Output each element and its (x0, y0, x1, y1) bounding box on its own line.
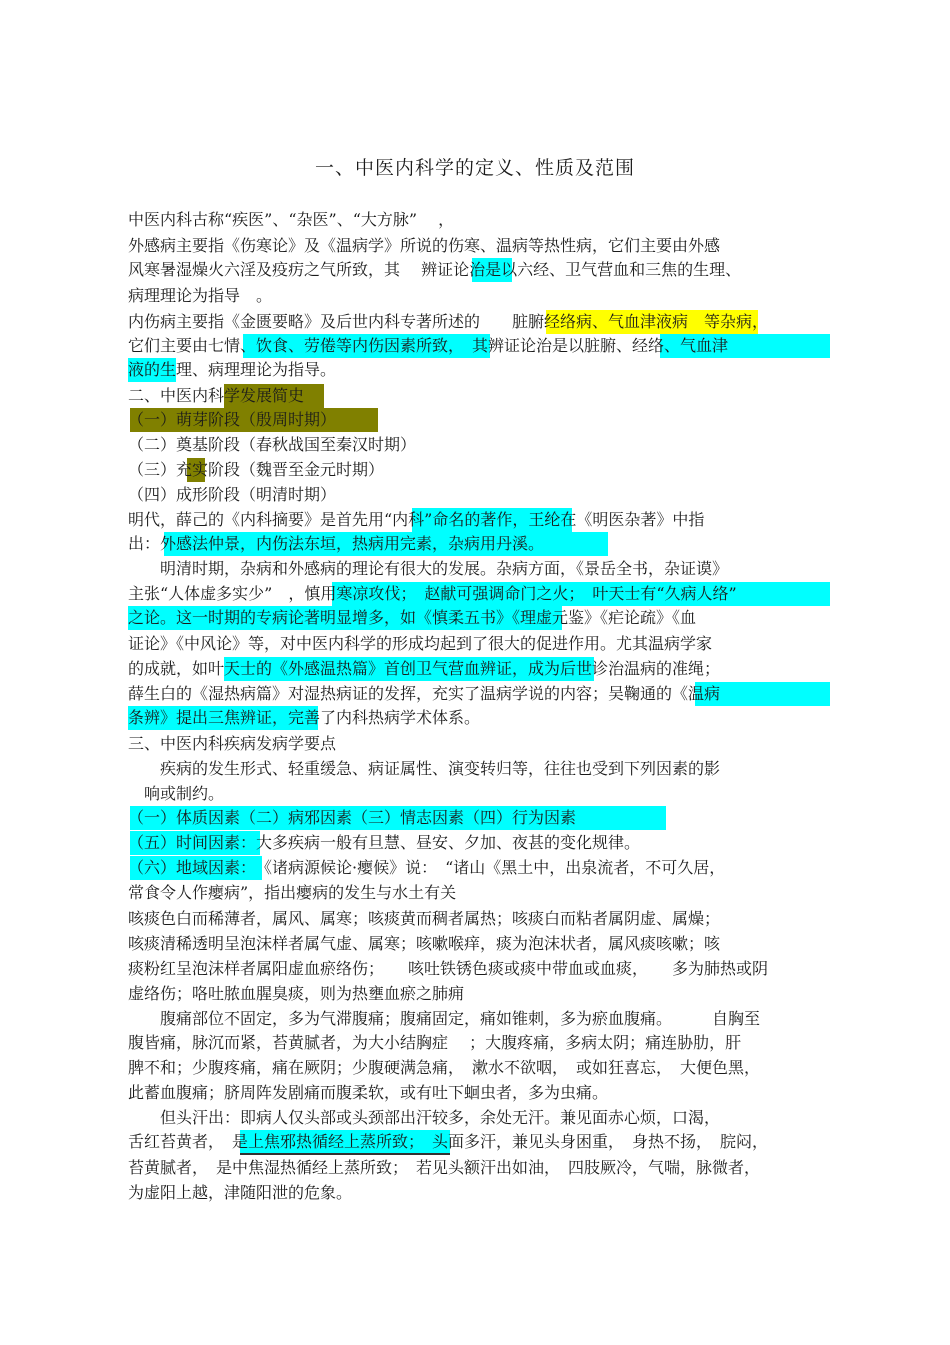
text-line: 外感病主要指《伤寒论》及《温病学》所说的伤寒、温病等热性病，它们主要由外感 (128, 236, 721, 255)
text-line: 出：外感法仲景，内伤法东垣，热病用完素，杂病用丹溪。 (128, 534, 545, 553)
text-line: （二）奠基阶段（春秋战国至秦汉时期） (128, 435, 417, 454)
text-line: 疾病的发生形式、轻重缓急、病证属性、演变转归等，往往也受到下列因素的影 (128, 759, 721, 778)
text-line: 它们主要由七情、饮食、劳倦等内伤因素所致， 其辨证论治是以脏腑、经络、气血津 (128, 336, 729, 355)
text-line: （四）成形阶段（明清时期） (128, 485, 337, 504)
text-line: 主张“人体虚多实少” ，慎用寒凉攻伐； 赵献可强调命门之火； 叶天士有“久病人络” (128, 584, 737, 603)
text-line: 内伤病主要指《金匮要略》及后世内科专著所述的 脏腑经络病、气血津液病 等杂病， (128, 312, 769, 331)
text-line: （三）充实阶段（魏晋至金元时期） (128, 460, 385, 479)
text-line: 的成就，如叶天士的《外感温热篇》首创卫气营血辨证，成为后世诊治温病的准绳； (128, 659, 721, 678)
text-line: 痰粉红呈泡沫样者属阳虚血瘀络伤； 咳吐铁锈色痰或痰中带血或血痰， 多为肺热或阴 (128, 959, 769, 978)
text-line: 响或制约。 (128, 784, 225, 803)
text-line: 风寒暑湿燥火六淫及疫疠之气所致，其 辨证论治是以六经、卫气营血和三焦的生理、 (128, 260, 742, 279)
text-line: 条辨》提出三焦辨证，完善了内科热病学术体系。 (128, 708, 481, 727)
text-line: 之论。这一时期的专病论著明显增多，如《慎柔五书》《理虚元鉴》《疟论疏》《血 (128, 608, 697, 627)
text-line: （六）地域因素： 《诸病源候论·瘿候》说： “诸山《黑土中，出泉流者，不可久居， (128, 858, 726, 877)
text-line: 病理理论为指导 。 (128, 286, 273, 305)
text-line: 但头汗出：即病人仅头部或头颈部出汗较多，余处无汗。兼见面赤心烦，口渴， (128, 1108, 721, 1127)
text-line: （一）萌芽阶段（殷周时期） (128, 410, 337, 429)
text-line: 虚络伤；咯吐脓血腥臭痰，则为热壅血瘀之肺痈 (128, 984, 465, 1003)
text-line: 咳痰色白而稀薄者，属风、属寒；咳痰黄而稠者属热；咳痰白而粘者属阴虚、属燥； (128, 909, 721, 928)
text-line: （五）时间因素：大多疾病一般有旦慧、昼安、夕加、夜甚的变化规律。 (128, 833, 641, 852)
text-line: 中医内科古称“疾医”、“杂医”、“大方脉” ， (128, 210, 455, 229)
text-line: 苔黄腻者， 是中焦湿热循经上蒸所致； 若见头额汗出如油， 四肢厥冷，气喘，脉微者， (128, 1158, 761, 1177)
text-line: 为虚阳上越，津随阳泄的危象。 (128, 1183, 353, 1202)
section-heading: 三、中医内科疾病发病学要点 (128, 734, 337, 753)
text-line: 腹皆痛，脉沉而紧，苔黄腻者，为大小结胸症 ；大腹疼痛，多病太阴；痛连胁肋，肝 (128, 1033, 742, 1052)
text-line: 常食令人作瘿病”，指出瘿病的发生与水土有关 (128, 883, 457, 902)
text-line: 明代，薛己的《内科摘要》是首先用“内科”命名的著作，王纶在《明医杂著》中指 (128, 510, 705, 529)
text-line: 脾不和；少腹疼痛，痛在厥阴；少腹硬满急痛， 漱水不欲咽， 或如狂喜忘， 大便色黑， (128, 1058, 761, 1077)
text-line: 明清时期，杂病和外感病的理论有很大的发展。杂病方面，《景岳全书，杂证谟》 (128, 559, 729, 578)
text-line: 咳痰清稀透明呈泡沫样者属气虚、属寒；咳嗽喉痒，痰为泡沫状者，属风痰咳嗽；咳 (128, 934, 721, 953)
text-line: 腹痛部位不固定，多为气滞腹痛；腹痛固定，痛如锥刺，多为瘀血腹痛。 自胸至 (128, 1009, 761, 1028)
page-title: 一、中医内科学的定义、性质及范围 (314, 157, 635, 179)
text-line: 薛生白的《湿热病篇》对湿热病证的发挥，充实了温病学说的内容；吴鞠通的《温病 (128, 684, 721, 703)
text-line: 证论》《中风论》等，对中医内科学的形成均起到了很大的促进作用。尤其温病学家 (128, 634, 713, 653)
text-line: （一）体质因素（二）病邪因素（三）情志因素（四）行为因素 (128, 808, 577, 827)
section-heading: 二、中医内科学发展简史 (128, 386, 305, 405)
text-line: 液的生理、病理理论为指导。 (128, 360, 337, 379)
text-line: 舌红苔黄者， 是上焦邪热循经上蒸所致； 头面多汗，兼见头身困重， 身热不扬， 脘闷， (128, 1132, 769, 1151)
text-line: 此蓄血腹痛；脐周阵发剧痛而腹柔软，或有吐下蛔虫者，多为虫痛。 (128, 1083, 609, 1102)
